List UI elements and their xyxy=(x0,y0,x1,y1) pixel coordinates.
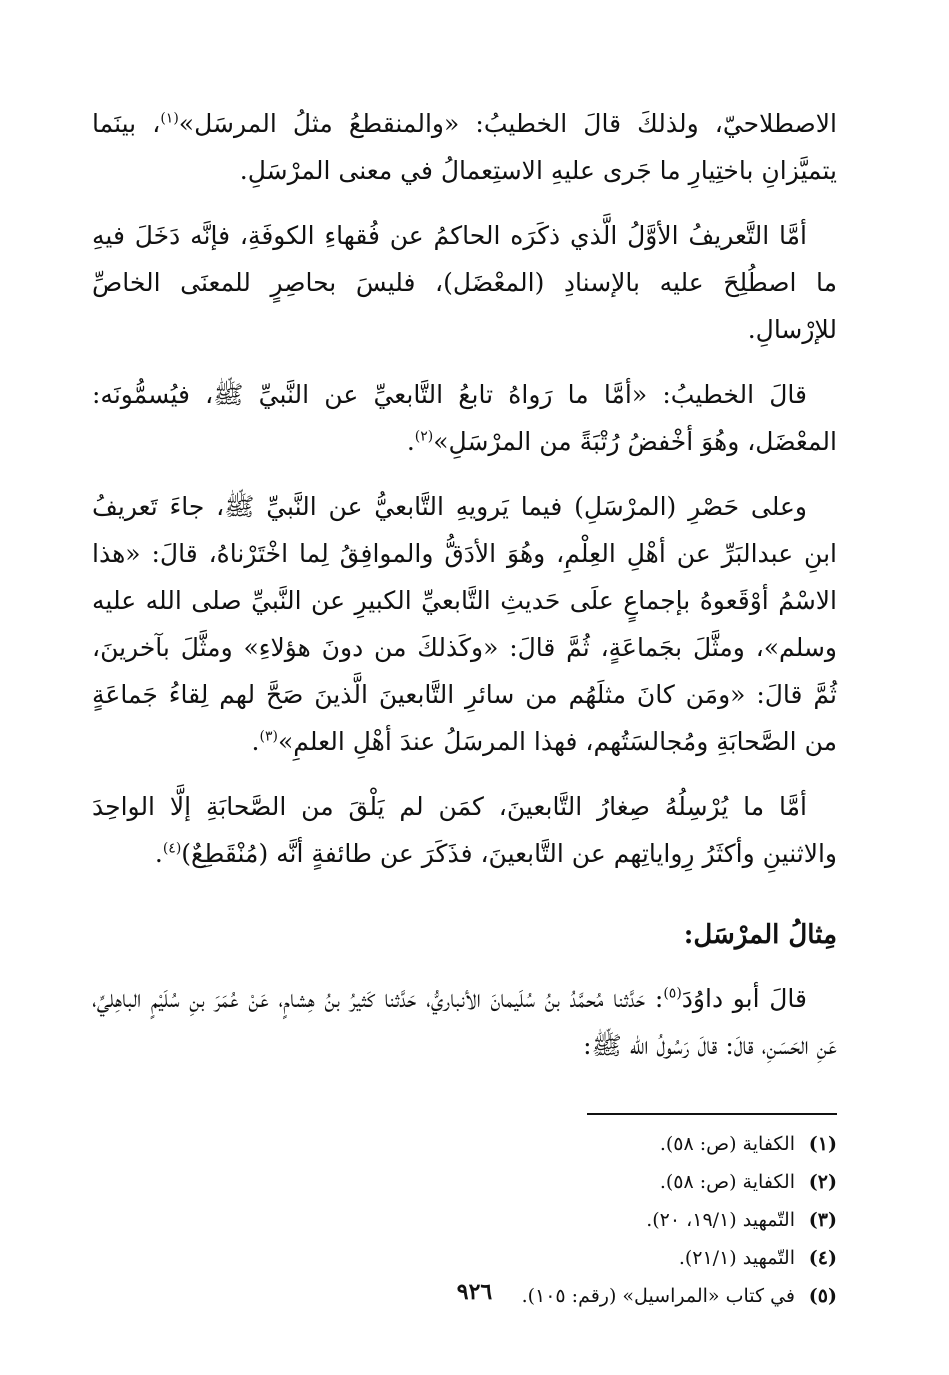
footnote-text: في كتاب «المراسيل» (رقم: ١٠٥). xyxy=(521,1285,795,1307)
body-paragraph-3 xyxy=(92,371,837,465)
footnote-number: (١) xyxy=(808,1133,837,1155)
footnote-item xyxy=(92,1239,837,1277)
paragraph-text-tail: : حَدَّثنا مُحمَّدُ بنُ سُلَيمانَ الأنباريُّ، حَدَّثنا كَثيرُ بنُ هِشامٍ، عَنْ عُمَرَ بنِ سُلَيْمٍ الباهِليِّ، عَنِ الحَسَنِ، قالَ: قالَ رَسُولُ الله ﷺ: xyxy=(92,984,837,1060)
footnote-text: الكفاية (ص: ٥٨). xyxy=(659,1171,795,1193)
body-paragraph-5 xyxy=(92,783,837,877)
footnote-divider xyxy=(587,1113,837,1115)
paragraph-text: قالَ أبو داوُدَ xyxy=(681,984,807,1013)
footnote-number: (٢) xyxy=(808,1171,837,1193)
paragraph-text: قالَ الخطيبُ: «أمَّا ما رَواهُ تابعُ التَّابعيِّ عن النَّبيِّ ﷺ، فيُسمُّونَه: المعْضَل، وهُوَ أخْفضُ رُتْبَةً من المرْسَلِ» xyxy=(92,380,837,456)
paragraph-text-tail: . xyxy=(406,427,415,456)
paragraph-text-tail: ، بينَما يتميَّزانِ باختِيارِ ما جَرى عليهِ الاستِعمالُ في معنى المرْسَلِ. xyxy=(92,109,837,185)
footnote-text: التّمهيد (١٩/١، ٢٠). xyxy=(646,1209,795,1231)
section-heading: مِثالُ المرْسَل: xyxy=(683,920,837,950)
footnote-number: (٤) xyxy=(808,1247,837,1269)
paragraph-text: أمَّا ما يُرْسِلُهُ صِغارُ التَّابعينَ، كمَن لم يَلْقَ من الصَّحابَةِ إلَّا الواحِدَ والاثنينِ وأكثَرُ رِواياتِهم عن التَّابعينَ، فذَكَرَ عن طائفةٍ أنَّه (مُنْقَطِعٌ) xyxy=(92,792,837,868)
paragraph-text-tail: . xyxy=(154,839,163,868)
footnote-text: الكفاية (ص: ٥٨). xyxy=(659,1133,795,1155)
footnote-item xyxy=(92,1125,837,1163)
paragraph-text: أمَّا التَّعريفُ الأوَّلُ الَّذي ذكَرَه الحاكمُ عن فُقهاءِ الكوفَةِ، فإنَّه دَخَلَ فيهِ ما اصطُلِحَ عليه بالإسنادِ (المعْضَل)، فليسَ بحاصِرٍ للمعنَى الخاصِّ للإرْسالِ. xyxy=(92,221,837,344)
page-number: ٩٢٦ xyxy=(456,1279,493,1305)
footnote-ref-2[interactable]: (٢) xyxy=(414,428,434,445)
document-page xyxy=(92,100,837,1335)
footnote-ref-5[interactable]: (٥) xyxy=(663,985,682,1002)
footnote-ref-3[interactable]: (٣) xyxy=(259,728,278,745)
body-paragraph-6 xyxy=(92,975,837,1069)
footnote-ref-4[interactable]: (٤) xyxy=(162,840,182,857)
footnote-number: (٣) xyxy=(808,1209,837,1231)
body-paragraph-4 xyxy=(92,483,837,765)
footnote-item xyxy=(92,1201,837,1239)
paragraph-text: وعلى حَصْرِ (المرْسَلِ) فيما يَرويهِ التَّابعيُّ عن النَّبيِّ ﷺ، جاءَ تَعريفُ ابنِ عبدالبَرِّ عن أهْلِ العِلْمِ، وهُوَ الأدَقُّ والموافِقُ لِما اخْتَرْناهُ، قالَ: «هذا الاسْمُ أوْقَعوهُ بإجماعٍ علَى حَديثِ التَّابعيِّ الكبيرِ عن النَّبيِّ صلى الله عليه وسلم»، ومثَّلَ بجَماعَةٍ، ثُمَّ قالَ: «وكَذلكَ من دونَ هؤلاءِ» ومثَّلَ بآخرينَ، ثُمَّ قالَ: «ومَن كانَ مثلَهُم من سائرِ التَّابعينَ الَّذينَ صَحَّ لهم لِقاءُ جَماعَةٍ من الصَّحابَةِ ومُجالسَتُهم، فهذا المرسَلُ عندَ أهْلِ العلمِ» xyxy=(92,492,837,756)
paragraph-text: الاصطلاحيّ، ولذلكَ قالَ الخطيبُ: «والمنقطعُ مثلُ المرسَل» xyxy=(178,109,837,138)
footnote-item xyxy=(92,1163,837,1201)
body-paragraph-2 xyxy=(92,212,837,353)
paragraph-text-tail: . xyxy=(251,727,260,756)
body-paragraph-1 xyxy=(92,100,837,194)
footnote-number: (٥) xyxy=(808,1285,837,1307)
footnote-text: التّمهيد (٢١/١). xyxy=(678,1247,795,1269)
footnote-ref-1[interactable]: (١) xyxy=(160,110,179,127)
